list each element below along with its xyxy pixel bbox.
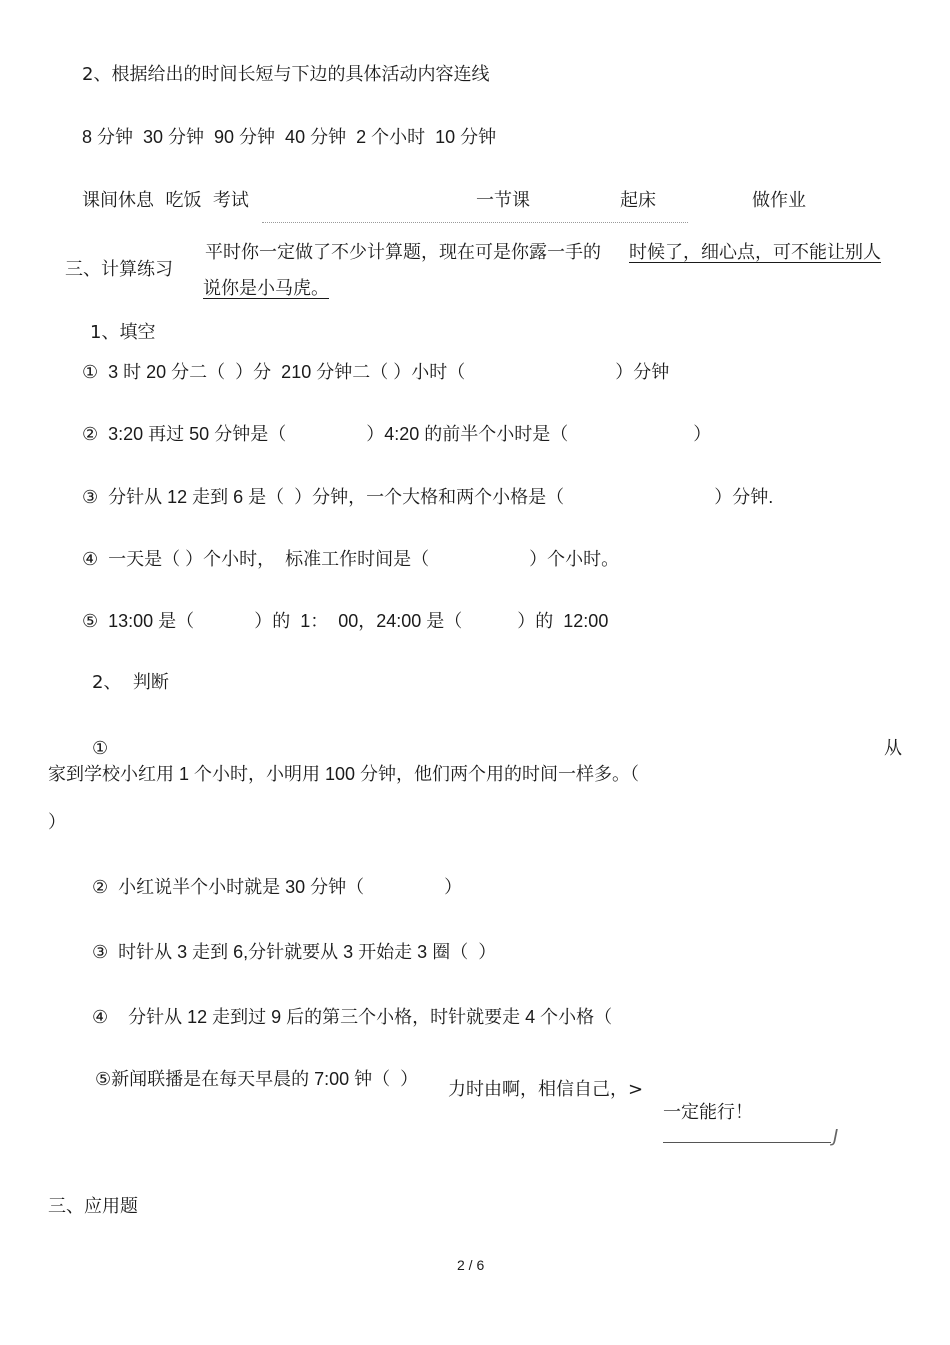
question-2-title: 2、根据给出的时间长短与下边的具体活动内容连线: [82, 64, 490, 85]
time-options: 8 分钟 30 分钟 90 分钟 40 分钟 2 个小时 10 分钟: [82, 127, 497, 147]
fill-item-1: ① 3 时 20 分二（ ）分 210 分钟二（ ）小时（ ）分钟: [82, 362, 670, 382]
judge-item-1-marker: ①: [92, 738, 109, 759]
judge-item-1-close: ）: [48, 812, 66, 833]
judge-item-4: ④ 分针从 12 走到过 9 后的第三个小格，时针就要走 4 个小格（: [92, 1007, 613, 1027]
encouragement-underline: [663, 1142, 831, 1143]
fill-item-5: ⑤ 13:00 是（ ）的 1： 00，24:00 是（ ）的 12:00: [82, 611, 609, 631]
judge-item-5: ⑤新闻联播是在每天早晨的 7:00 钟（ ）: [95, 1069, 419, 1089]
section-application-heading: 三、应用题: [48, 1196, 138, 1217]
activity-lesson: 一节课: [476, 190, 530, 211]
activity-group-left: 课间休息 吃饭 考试: [82, 190, 249, 211]
fill-item-3: ③ 分针从 12 走到 6 是（ ）分钟，一个大格和两个小格是（ ）分钟.: [82, 487, 774, 507]
encouragement-mark: J: [833, 1126, 839, 1147]
dotted-divider: [262, 222, 688, 223]
section-3-intro-line2: 说你是小马虎。: [203, 278, 329, 299]
judge-item-2: ② 小红说半个小时就是 30 分钟（ ）: [92, 877, 463, 897]
section-3-label: 三、计算练习: [65, 259, 173, 280]
fill-item-4: ④ 一天是（ ）个小时， 标准工作时间是（ ）个小时。: [82, 549, 620, 569]
judge-heading: 2、 判断: [92, 672, 169, 693]
judge-item-1-text: 家到学校小红用 1 个小时，小明用 100 分钟，他们两个用的时间一样多。（: [48, 764, 640, 784]
encouragement-line-1: 力时由啊，相信自己，>: [448, 1079, 644, 1100]
page-number: 2 / 6: [457, 1257, 485, 1273]
activity-wake: 起床: [620, 190, 656, 211]
encouragement-line-2: 一定能行！: [663, 1102, 753, 1123]
judge-item-1-cong: 从: [884, 738, 902, 759]
section-3-intro-line1-b: 时候了，细心点，可不能让别人: [629, 242, 881, 263]
fill-heading: 1、填空: [90, 322, 156, 343]
activity-homework: 做作业: [752, 190, 806, 211]
fill-item-2: ② 3:20 再过 50 分钟是（ ）4:20 的前半个小时是（ ）: [82, 424, 712, 444]
judge-item-3: ③ 时针从 3 走到 6,分针就要从 3 开始走 3 圈（ ）: [92, 942, 497, 962]
section-3-intro-line1-a: 平时你一定做了不少计算题，现在可是你露一手的: [205, 242, 601, 263]
